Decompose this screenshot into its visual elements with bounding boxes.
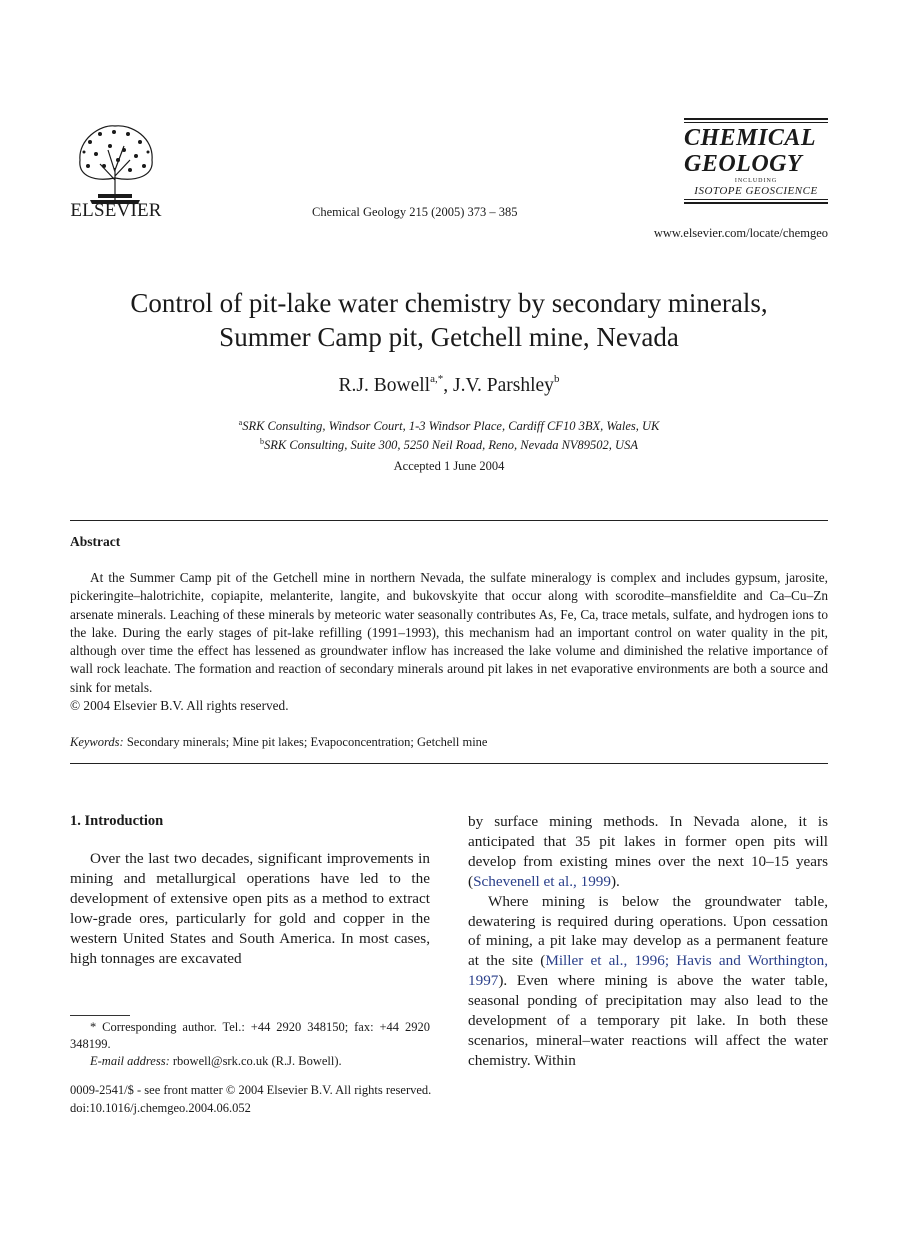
body-text: ). (610, 872, 620, 890)
section-heading-introduction: 1. Introduction (70, 813, 164, 829)
journal-logo-including: INCLUDING (734, 178, 778, 184)
citation-link[interactable]: Miller et al., 1996; Havis and Worthington, 1997 (468, 952, 828, 990)
keywords (70, 735, 487, 750)
doi-link[interactable]: doi:10.1016/j.chemgeo.2004.06.052 (70, 1100, 251, 1115)
issn-block (70, 1082, 431, 1117)
journal-logo-line1: CHEMICAL (684, 125, 817, 151)
elsevier-tree-logo-icon (70, 120, 160, 204)
journal-logo-rule (684, 118, 828, 120)
author-affil-mark[interactable]: b (553, 373, 560, 385)
affil-mark: a (238, 418, 243, 427)
affiliation-text: SRK Consulting, Windsor Court, 1-3 Windsor Place, Cardiff CF10 3BX, Wales, UK (242, 419, 660, 433)
journal-logo-rule (684, 199, 828, 200)
email-note (70, 1053, 430, 1070)
journal-logo-subtitle: ISOTOPE GEOSCIENCE (694, 185, 818, 197)
left-column (70, 811, 430, 968)
body-paragraph (468, 892, 828, 1071)
author-name: J.V. Parshley (453, 375, 554, 396)
section-divider (70, 520, 828, 521)
footnote-rule (70, 1015, 130, 1016)
affiliation-a (70, 415, 828, 434)
journal-logo-line2: GEOLOGY (684, 151, 803, 177)
corresponding-author-note: * Corresponding author. Tel.: +44 2920 348150; fax: +44 2920 348199. (70, 1020, 430, 1051)
email-label: E-mail address: (90, 1054, 170, 1068)
abstract-text: At the Summer Camp pit of the Getchell mine in northern Nevada, the sulfate mineralogy is complex and includes gypsum, jarosite, pickeringite–halotrichite, copiapite, melanterite, langite, and bukovskyite that occur along with scorodite–mansfieldite and Ca–Cu–Zn arsenate minerals. Leaching of these minerals by meteoric water seasonally contributes As, Fe, Ca, trace metals, sulfate, and hydrogen ions to the lake. During the early stages of pit-lake refilling (1991–1993), this mechanism had an important control on water quality in the pit, although over time the effect has lessened as groundwater inflow has increased the lake volume and diminished the relative importance of wall rock leachate. The formation and reaction of secondary minerals around pit lakes in net evaporative environments are both a source and sink for metals. (70, 570, 828, 695)
journal-citation: Chemical Geology 215 (2005) 373 – 385 (312, 205, 518, 219)
article-title (70, 286, 828, 354)
article-title-line2: Summer Camp pit, Getchell mine, Nevada (219, 322, 679, 352)
abstract-heading: Abstract (70, 534, 121, 549)
keywords-list: Secondary minerals; Mine pit lakes; Evapoconcentration; Getchell mine (123, 735, 488, 749)
article-title-line1: Control of pit-lake water chemistry by secondary minerals, (130, 288, 768, 318)
affil-mark: b (260, 437, 265, 446)
body-paragraph: Over the last two decades, significant improvements in mining and metallurgical operations have led to the development of extensive open pits as a method to extract low-grade ores, particularly for gold and copper in the western United States and South America. In most cases, high tonnages are excavated (70, 850, 430, 967)
body-text: by surface mining methods. In Nevada alone, it is anticipated that 35 pit lakes in former open pits will develop from existing mines over the next 10–15 years ( (468, 813, 828, 890)
elsevier-wordmark: ELSEVIER (70, 200, 162, 221)
author-affil-mark[interactable]: a,* (430, 373, 444, 385)
affiliation-text: SRK Consulting, Suite 300, 5250 Neil Road, Reno, Nevada NV89502, USA (264, 438, 638, 452)
body-paragraph (468, 812, 828, 892)
journal-logo (684, 116, 828, 206)
issn-line: 0009-2541/$ - see front matter © 2004 Elsevier B.V. All rights reserved. (70, 1083, 432, 1097)
keywords-label: Keywords: (70, 735, 124, 749)
right-column (468, 812, 828, 1071)
footnotes (70, 1019, 430, 1070)
journal-logo-rule (684, 202, 828, 204)
body-text: Where mining is below the groundwater table, dewatering is required during operations. Upon cessation of mining, a pit lake may develop as a permanent feature at the site ( (468, 892, 828, 970)
journal-logo-rule (684, 122, 828, 123)
copyright-line: © 2004 Elsevier B.V. All rights reserved. (70, 698, 289, 713)
journal-url-link[interactable]: www.elsevier.com/locate/chemgeo (653, 226, 828, 240)
email-address[interactable]: rbowell@srk.co.uk (R.J. Bowell). (169, 1054, 342, 1068)
affiliation-b (70, 434, 828, 453)
affiliations (70, 415, 828, 453)
author-separator: , (443, 375, 453, 396)
section-divider (70, 763, 828, 764)
citation-link[interactable]: Schevenell et al., 1999 (473, 872, 611, 890)
accepted-date: Accepted 1 June 2004 (393, 459, 505, 473)
author-name: R.J. Bowell (338, 375, 431, 396)
body-text: ). Even where mining is above the water table, seasonal ponding of precipitation may also lead to the development of a temporary pit lake. In both these scenarios, mineral–water reactions will affect the water chemistry. Within (468, 972, 828, 1069)
author-list (70, 373, 828, 397)
